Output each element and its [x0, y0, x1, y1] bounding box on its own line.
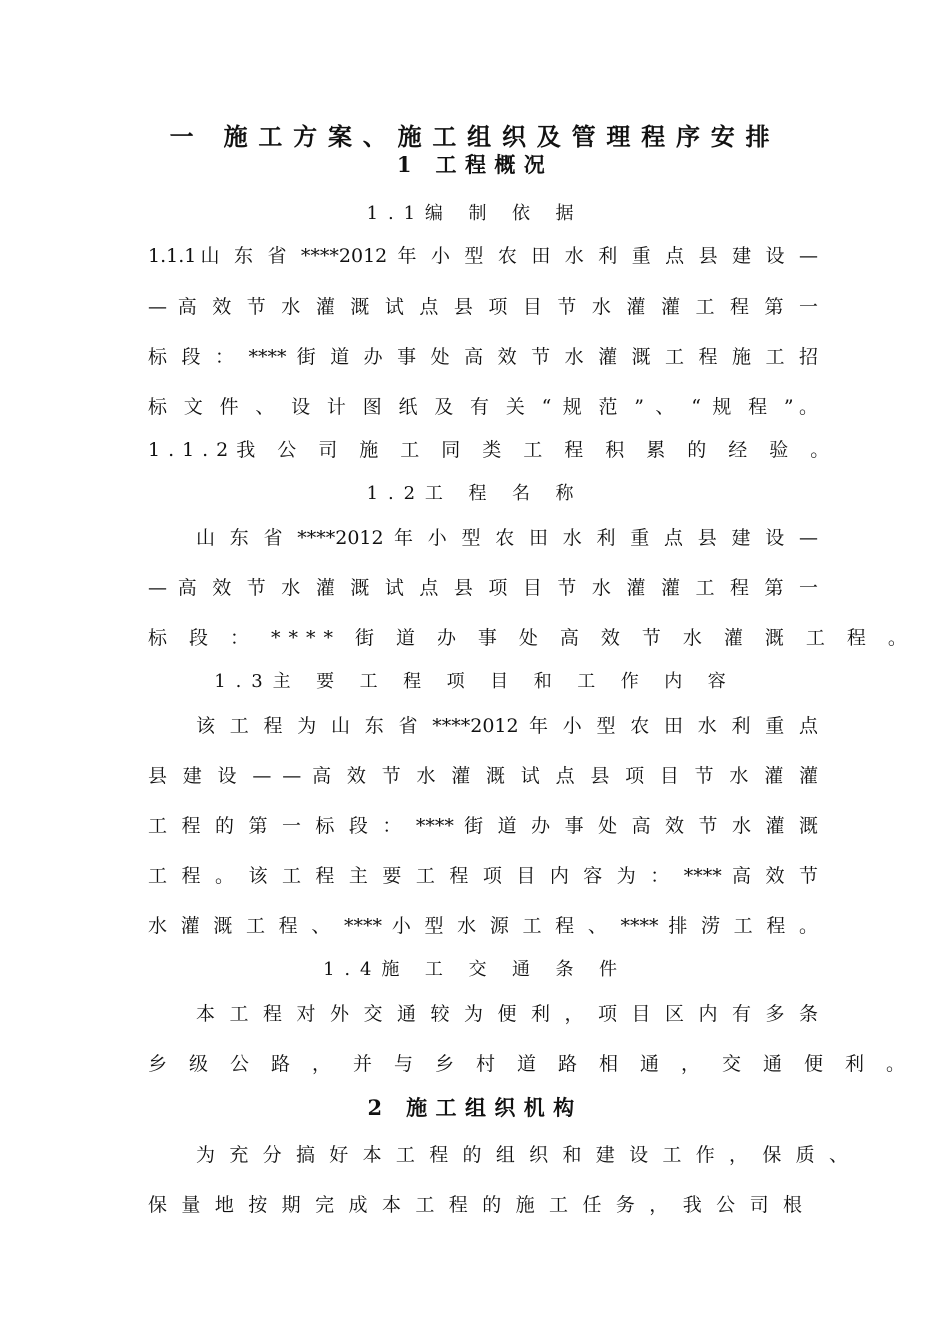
- subsection-1-1-heading: 1.1编 制 依 据: [366, 203, 584, 224]
- paragraph-line: 该 工 程 为 山 东 省 ****2012 年 小 型 农 田 水 利 重 点: [196, 715, 818, 737]
- subsection-1-2-heading: 1.2工 程 名 称: [366, 483, 584, 504]
- subsection-1-4-heading: 1.4施 工 交 通 条 件: [323, 959, 627, 980]
- section-2-heading: 2 施工组织机构: [367, 1095, 583, 1120]
- paragraph-line: 1.1.2我 公 司 施 工 同 类 工 程 积 累 的 经 验 。: [148, 439, 838, 461]
- paragraph-line: 乡 级 公 路 ， 并 与 乡 村 道 路 相 通 ， 交 通 便 利 。: [148, 1053, 913, 1075]
- section-1-heading: 1 工程概况: [396, 152, 554, 177]
- paragraph-line: — 高 效 节 水 灌 溉 试 点 县 项 目 节 水 灌 灌 工 程 第 一: [148, 296, 818, 318]
- paragraph-line: 县 建 设 — — 高 效 节 水 灌 溉 试 点 县 项 目 节 水 灌 灌: [148, 765, 818, 787]
- paragraph-line: 为 充 分 搞 好 本 工 程 的 组 织 和 建 设 工 作 ， 保 质 、: [196, 1144, 848, 1166]
- paragraph-line: — 高 效 节 水 灌 溉 试 点 县 项 目 节 水 灌 灌 工 程 第 一: [148, 577, 818, 599]
- paragraph-line: 工 程 的 第 一 标 段 ： **** 街 道 办 事 处 高 效 节 水 灌 溉: [148, 815, 818, 837]
- paragraph-line: 标 段 ： **** 街 道 办 事 处 高 效 节 水 灌 溉 工 程 。: [148, 627, 915, 649]
- paragraph-line: 水 灌 溉 工 程 、 **** 小 型 水 源 工 程 、 **** 排 涝 工 程 。: [148, 915, 818, 937]
- paragraph-line: 1.1.1山 东 省 ****2012 年 小 型 农 田 水 利 重 点 县 建 设 —: [148, 245, 818, 267]
- paragraph-line: 山 东 省 ****2012 年 小 型 农 田 水 利 重 点 县 建 设 —: [196, 527, 818, 549]
- document-title: 一 施工方案、施工组织及管理程序安排: [169, 122, 781, 151]
- paragraph-line: 标 段 ： **** 街 道 办 事 处 高 效 节 水 灌 溉 工 程 施 工 招: [148, 346, 818, 368]
- subsection-1-3-heading: 1.3主 要 工 程 项 目 和 工 作 内 容: [214, 671, 736, 692]
- paragraph-line: 工 程 。 该 工 程 主 要 工 程 项 目 内 容 为 ： **** 高 效 节: [148, 865, 818, 887]
- paragraph-line: 标 文 件 、 设 计 图 纸 及 有 关 “ 规 范 ” 、 “ 规 程 ”。: [148, 396, 818, 418]
- paragraph-line: 本 工 程 对 外 交 通 较 为 便 利 ， 项 目 区 内 有 多 条: [196, 1003, 818, 1025]
- paragraph-line: 保 量 地 按 期 完 成 本 工 程 的 施 工 任 务 ， 我 公 司 根: [148, 1194, 802, 1216]
